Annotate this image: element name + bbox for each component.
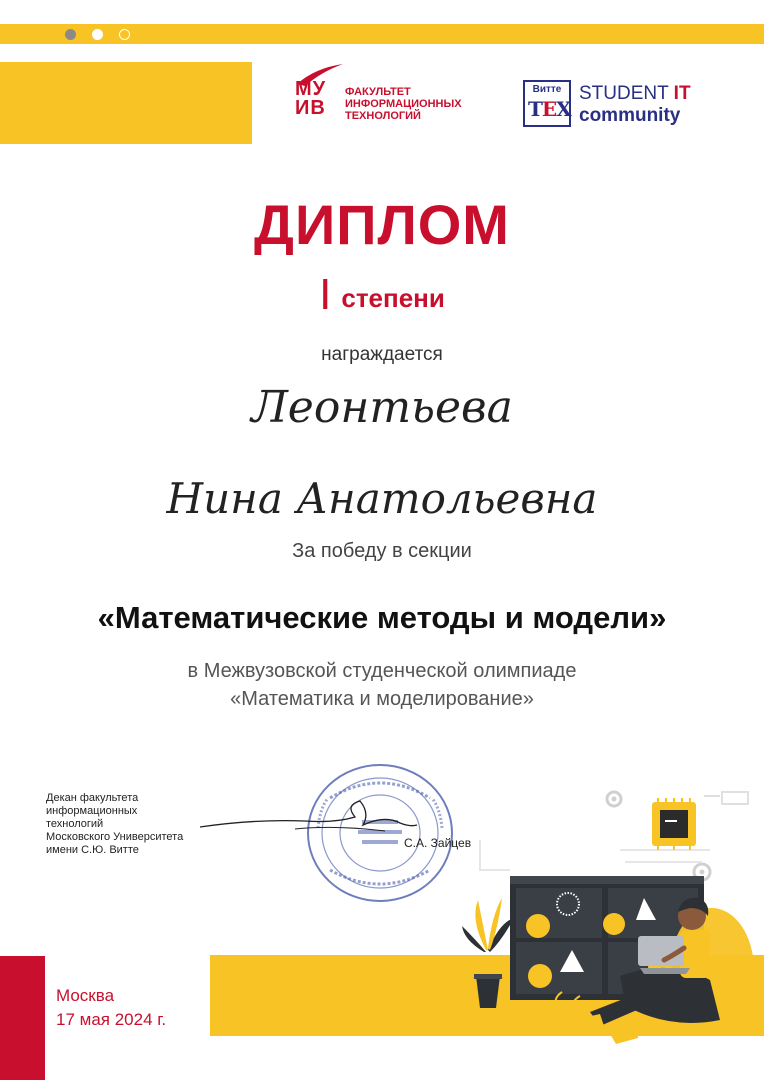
section-title: «Математические методы и модели» <box>97 600 667 635</box>
for-victory-label: За победу в секции <box>292 540 472 562</box>
degree-roman: I <box>319 270 332 319</box>
muiv-letters-bottom: ИВ <box>295 97 326 119</box>
olympiad-line-1: в Межвузовской студенческой олимпиаде <box>187 660 577 682</box>
witte-box-tex: TEX <box>528 97 571 121</box>
signer-name: С.А. Зайцев <box>404 836 472 850</box>
recipient-surname: Леонтьева <box>251 382 513 433</box>
witte-box-top: Витте <box>532 84 562 95</box>
diploma-title: ДИПЛОМ <box>254 193 510 256</box>
community-label: community <box>579 105 681 126</box>
dean-line-5: имени С.Ю. Витте <box>46 844 139 856</box>
plant-icon <box>462 898 514 1008</box>
dean-line-4: Московского Университета <box>46 831 184 843</box>
awarded-label: награждается <box>321 344 443 365</box>
it-word: IT <box>673 83 691 104</box>
diploma-degree <box>0 270 764 320</box>
left-yellow-block <box>0 62 252 144</box>
muiv-letters-top: МУ <box>295 78 327 100</box>
dean-line-2: информационных <box>46 805 138 817</box>
dean-line-1: Декан факультета <box>46 792 139 804</box>
footer-city: Москва <box>56 986 115 1005</box>
indicator-dot-3 <box>119 29 130 40</box>
dean-title <box>46 792 183 857</box>
olympiad-line-2: «Математика и моделирование» <box>230 688 534 710</box>
witte-tex-logo <box>523 80 571 127</box>
muiv-line-2: ИНФОРМАЦИОННЫХ <box>345 98 462 110</box>
dean-line-3: технологий <box>46 818 104 830</box>
student-it-label <box>579 84 691 104</box>
muiv-line-3: ТЕХНОЛОГИЙ <box>345 110 421 122</box>
degree-word: степени <box>341 283 445 313</box>
indicator-dot-1 <box>65 29 76 40</box>
student-word: STUDENT <box>579 83 669 104</box>
muiv-line-1: ФАКУЛЬТЕТ <box>345 86 411 98</box>
indicator-dot-2 <box>92 29 103 40</box>
illustration <box>440 780 764 1050</box>
footer-red-block <box>0 956 45 1080</box>
top-accent-bar <box>0 24 764 44</box>
footer-date: 17 мая 2024 г. <box>56 1010 167 1029</box>
recipient-given-names: Нина Анатольевна <box>166 474 598 523</box>
signature-scribble <box>195 795 425 845</box>
chip-icon <box>652 798 696 850</box>
gear-icon <box>607 792 621 806</box>
